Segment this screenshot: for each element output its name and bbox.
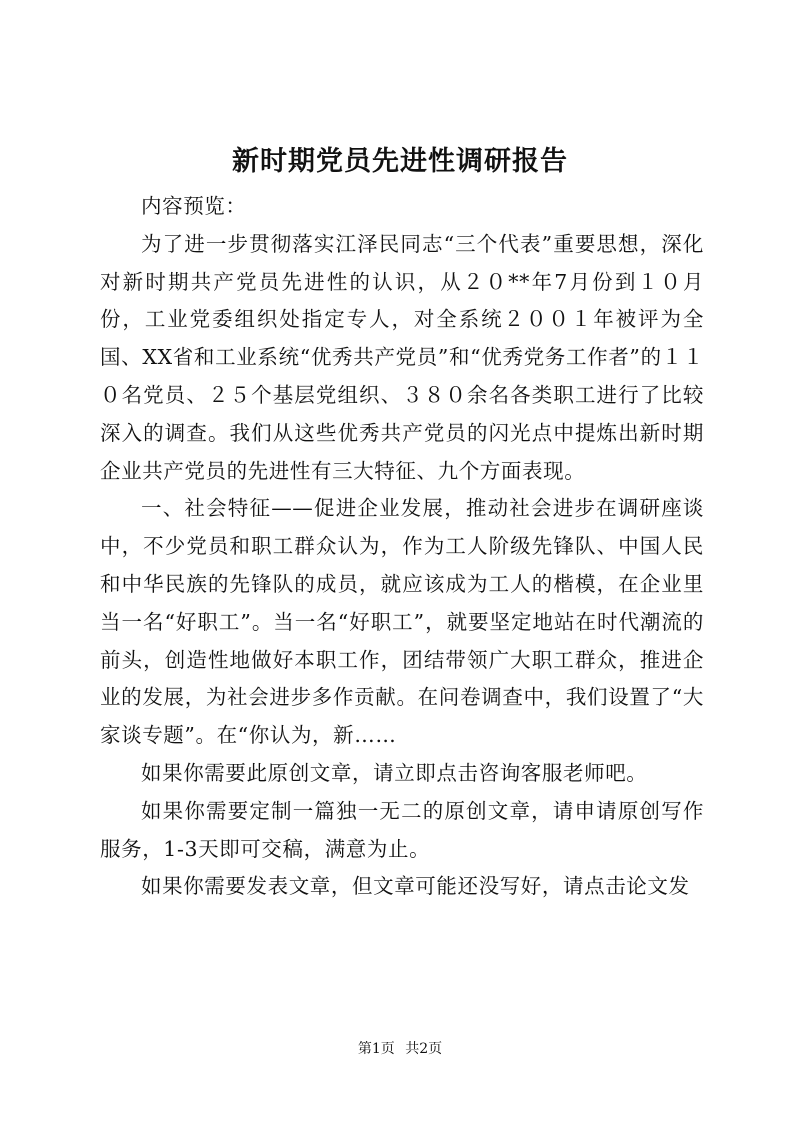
document-body xyxy=(100,188,704,906)
paragraph-custom-writing: 如果你需要定制一篇独一无二的原创文章，请申请原创写作服务，1-3天即可交稿，满意为止。 xyxy=(100,798,704,861)
paragraph-preview-label: 内容预览： xyxy=(141,194,247,218)
document-title: 新时期党员先进性调研报告 xyxy=(232,146,568,177)
paragraph-social-feature: 一、社会特征——促进企业发展，推动社会进步在调研座谈中，不少党员和职工群众认为，作为工人阶级先锋队、中国人民和中华民族的先锋队的成员，就应该成为工人的楷模，在企业里当一名“好职工”。当一名“好职工”，就要坚定地站在时代潮流的前头，创造性地做好本职工作，团结带领广大职工群众，推进企业的发展，为社会进步多作贡献。在问卷调查中，我们设置了“大家谈专题”。在“你认为，新…… xyxy=(100,496,704,748)
page-footer xyxy=(0,1039,800,1059)
paragraph-publishing: 如果你需要发表文章，但文章可能还没写好，请点击论文发 xyxy=(141,874,690,899)
page-total: 共2页 xyxy=(405,1041,443,1057)
paragraph-consult-service: 如果你需要此原创文章，请立即点击咨询客服老师吧。 xyxy=(141,760,648,785)
paragraph-intro: 为了进一步贯彻落实江泽民同志“三个代表”重要思想，深化对新时期共产党员先进性的认识，从２０**年7月份到１０月份，工业党委组织处指定专人，对全系统２００１年被评为全国、XX省和工业系统“优秀共产党员”和“优秀党务工作者”的１１０名党员、２５个基层党组织、３８０余名各类职工进行了比较深入的调查。我们从这些优秀共产党员的闪光点中提炼出新时期企业共产党员的先进性有三大特征、九个方面表现。 xyxy=(100,231,704,483)
page-number: 第1页 xyxy=(357,1041,395,1057)
